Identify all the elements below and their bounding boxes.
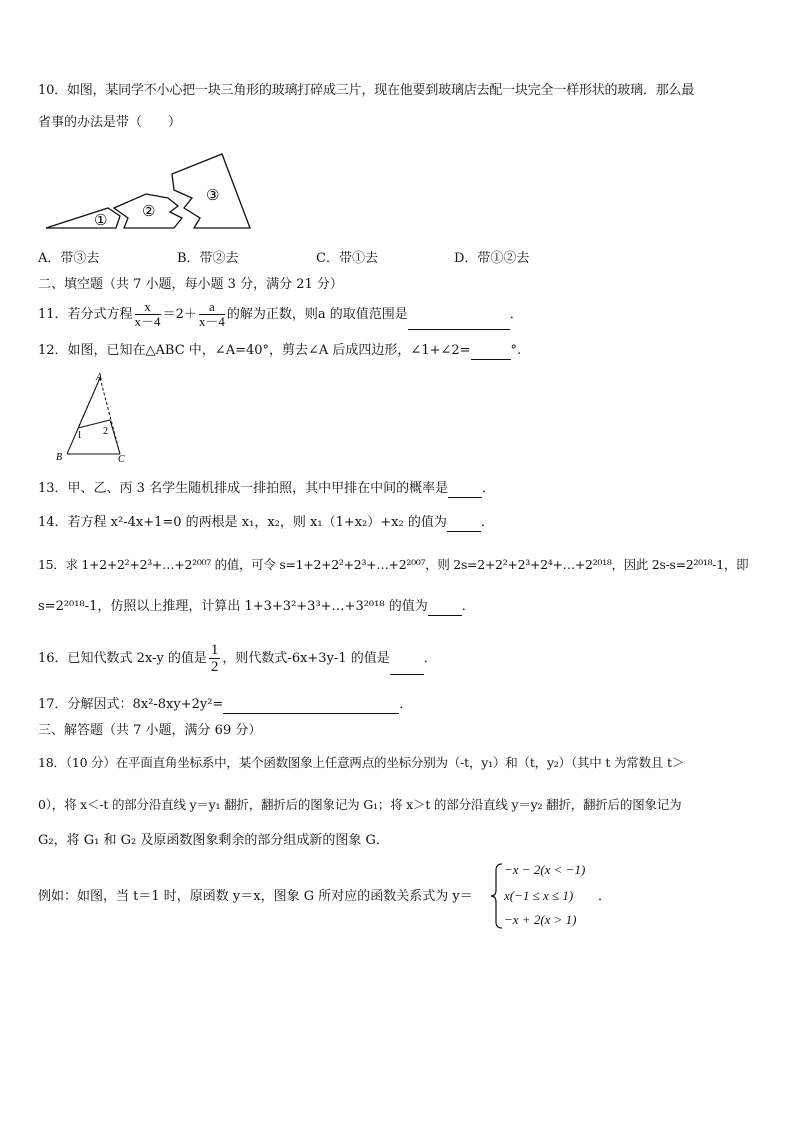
q13 xyxy=(38,480,495,498)
vertex-b-label: B xyxy=(56,452,63,463)
piecewise-brace xyxy=(490,862,504,930)
piece-label-2: ② xyxy=(142,202,156,220)
q11-suffix: 的解为正数，则a 的取值范围是 xyxy=(226,307,408,322)
angle-2-label: 2 xyxy=(103,426,108,437)
q16-frac-den: 2 xyxy=(210,659,219,675)
q18-end: ． xyxy=(598,889,612,904)
q11-frac2 xyxy=(199,300,225,329)
q13-answer-blank[interactable] xyxy=(448,485,482,498)
q15-line2 xyxy=(38,598,475,616)
q16-frac-num: 1 xyxy=(210,642,219,658)
q16-end: ． xyxy=(423,651,437,666)
angle-1-label: 1 xyxy=(77,430,82,441)
q16-prefix: 16．已知代数式 2x-y 的值是 xyxy=(38,651,207,666)
q12 xyxy=(38,342,521,360)
q17-text: 17．分解因式：8x²-8xy+2y²= xyxy=(38,697,224,712)
section2-heading: 二、填空题（共 7 小题，每小题 3 分，满分 21 分） xyxy=(38,277,343,292)
q18-case-3: −x + 2(x > 1) xyxy=(504,912,577,927)
q18-line1: 18．（10 分）在平面直角坐标系中，某个函数图象上任意两点的坐标分别为（-t，y₁）和（t，y₂）（其中 t 为常数且 t＞ xyxy=(38,755,685,770)
q16-answer-blank[interactable] xyxy=(390,662,424,675)
q18-example: 例如：如图，当 t＝1 时，原函数 y＝x，图象 G 所对应的函数关系式为 y＝ xyxy=(38,889,473,904)
piece-label-3: ③ xyxy=(206,186,220,204)
q15-end: ． xyxy=(461,599,475,614)
q17-end: ． xyxy=(399,697,413,712)
q11-mid: ＝2＋ xyxy=(162,307,197,322)
piece-label-1: ① xyxy=(94,211,108,229)
q11-frac1-num: x xyxy=(135,300,161,315)
q18-case-1: −x − 2(x < −1) xyxy=(504,862,586,877)
q17 xyxy=(38,696,412,714)
vertex-c-label: C xyxy=(118,454,125,464)
q11-answer-blank[interactable] xyxy=(408,317,510,330)
q10-line2: 省事的办法是带（ ） xyxy=(38,115,182,130)
q16 xyxy=(38,642,437,675)
q13-end: ． xyxy=(482,481,496,496)
q12-end: °. xyxy=(510,343,522,358)
q18-line3: G₂，将 G₁ 和 G₂ 及原函数图象剩余的部分组成新的图象 G． xyxy=(38,833,389,848)
q10-line1: 10．如图，某同学不小心把一块三角形的玻璃打碎成三片，现在他要到玻璃店去配一块完全一样形状的玻璃．那么最 xyxy=(38,83,695,98)
broken-glass-figure xyxy=(44,152,256,232)
q11-frac1 xyxy=(135,300,161,329)
section3-heading: 三、解答题（共 7 小题，满分 69 分） xyxy=(38,723,262,738)
q15-answer-blank[interactable] xyxy=(428,603,462,616)
triangle-abc-figure xyxy=(52,372,132,464)
q15-line1: 15．求 1+2+2²+2³+…+2²⁰⁰⁷ 的值，可令 s=1+2+2²+2³+…+2²⁰⁰⁷，则 2s=2+2²+2³+2⁴+…+2²⁰¹⁸，因此 2s-s=2²⁰¹⁸-1，即 xyxy=(38,557,749,572)
q14 xyxy=(38,514,494,532)
q11-frac1-den: x－4 xyxy=(134,314,161,329)
q10-option-b: B．带②去 xyxy=(177,251,239,266)
q17-answer-blank[interactable] xyxy=(223,701,399,714)
q13-text: 13．甲、乙、丙 3 名学生随机排成一排拍照，其中甲排在中间的概率是 xyxy=(38,481,449,496)
vertex-a-label: A xyxy=(96,372,103,383)
q10-option-d: D．带①②去 xyxy=(454,251,530,266)
q16-suffix: ，则代数式-6x+3y-1 的值是 xyxy=(222,651,390,666)
q18-line2: 0），将 x＜-t 的部分沿直线 y＝y₁ 翻折，翻折后的图象记为 G₁；将 x＞t 的部分沿直线 y＝y₂ 翻折，翻折后的图象记为 xyxy=(38,797,682,812)
q10-option-c: C．带①去 xyxy=(316,251,378,266)
q16-frac xyxy=(209,642,221,675)
q14-answer-blank[interactable] xyxy=(447,519,481,532)
q15-line2-text: s=2²⁰¹⁸-1，仿照以上推理，计算出 1+3+3²+3³+…+3²⁰¹⁸ 的值为 xyxy=(38,599,428,614)
q11-prefix: 11．若分式方程 xyxy=(38,307,133,322)
q18-case-2: x(−1 ≤ x ≤ 1) xyxy=(504,888,574,903)
q11-end: ． xyxy=(509,307,523,322)
q12-text: 12．如图，已知在△ABC 中，∠A=40°，剪去∠A 后成四边形，∠1+∠2= xyxy=(38,343,471,358)
q12-answer-blank[interactable] xyxy=(471,347,511,360)
q11-frac2-num: a xyxy=(199,300,225,315)
q10-option-a: A．带③去 xyxy=(38,251,100,266)
q14-text: 14．若方程 x²-4x+1=0 的两根是 x₁，x₂，则 x₁（1+x₂）+x₂ 的值为 xyxy=(38,515,447,530)
q11 xyxy=(38,300,523,330)
glass-piece-1 xyxy=(46,208,120,228)
q14-end: ． xyxy=(480,515,494,530)
q11-frac2-den: x－4 xyxy=(198,314,225,329)
